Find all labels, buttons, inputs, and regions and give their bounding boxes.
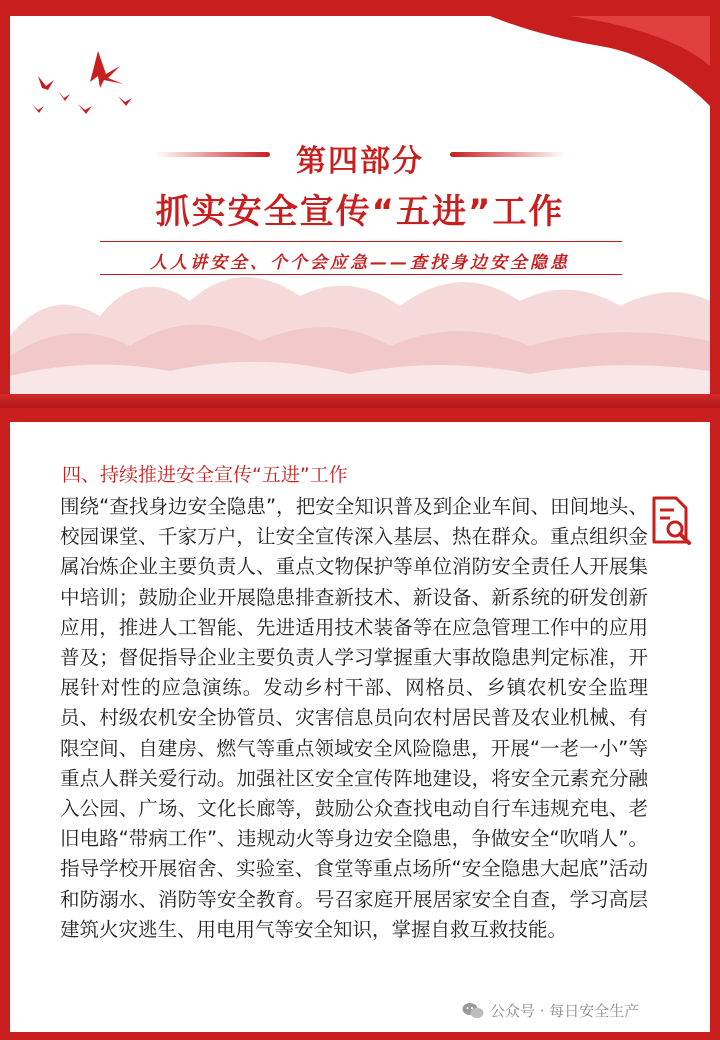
section-title: 第四部分	[296, 144, 424, 179]
document-search-icon	[650, 496, 692, 546]
watermark-text: 公众号 · 每日安全生产	[490, 1002, 640, 1020]
content-paragraph: 围绕“查找身边安全隐患”，把安全知识普及到企业车间、田间地头、校园课堂、千家万户，让安全宣传深入基层、热在群众。重点组织金属冶炼企业主要负责人、重点文物保护等单位消防安全责任人开展集中培训；鼓励企业开展隐患排查新技术、新设备、新系统的研发创新应用，推进人工智能、先进适用技术装备等在应急管理工作中的应用普及；督促指导企业主要负责人学习掌握重大事故隐患判定标准，开展针对性的应急演练。发动乡村干部、网格员、乡镇农机安全监理员、村级农机安全协管员、灾害信息员向农村居民普及农业机械、有限空间、自建房、燃气等重点领域安全风险隐患，开展“一老一小”等重点人群关爱行动。加强社区安全宣传阵地建设，将安全元素充分融入公园、广场、文化长廊等，鼓励公众查找电动自行车违规充电、老旧电路“带病工作”、违规动火等身边安全隐患，争做安全“吹哨人”。指导学校开展宿舍、实验室、食堂等重点场所“安全隐患大起底”活动和防溺水、消防等安全教育。号召家庭开展居家安全自查，学习高层建筑火灾逃生、用电用气等安全知识，掌握自救互救技能。	[60, 495, 648, 941]
content-subheading: 四、持续推进安全宣传“五进”工作	[62, 464, 348, 486]
slogan-bottom-line	[100, 274, 622, 275]
header-card	[10, 16, 710, 396]
content-card	[10, 422, 710, 1032]
main-title: 抓实安全宣传“五进”工作	[155, 192, 565, 232]
corner-wave-decoration	[450, 16, 710, 116]
slogan-top-line	[100, 241, 622, 242]
wechat-icon	[462, 1002, 484, 1020]
slogan: 人人讲安全、个个会应急——查找身边安全隐患	[150, 253, 570, 273]
flying-birds-icon	[28, 46, 148, 126]
watermark	[462, 1000, 639, 1021]
divider-band	[0, 394, 720, 408]
